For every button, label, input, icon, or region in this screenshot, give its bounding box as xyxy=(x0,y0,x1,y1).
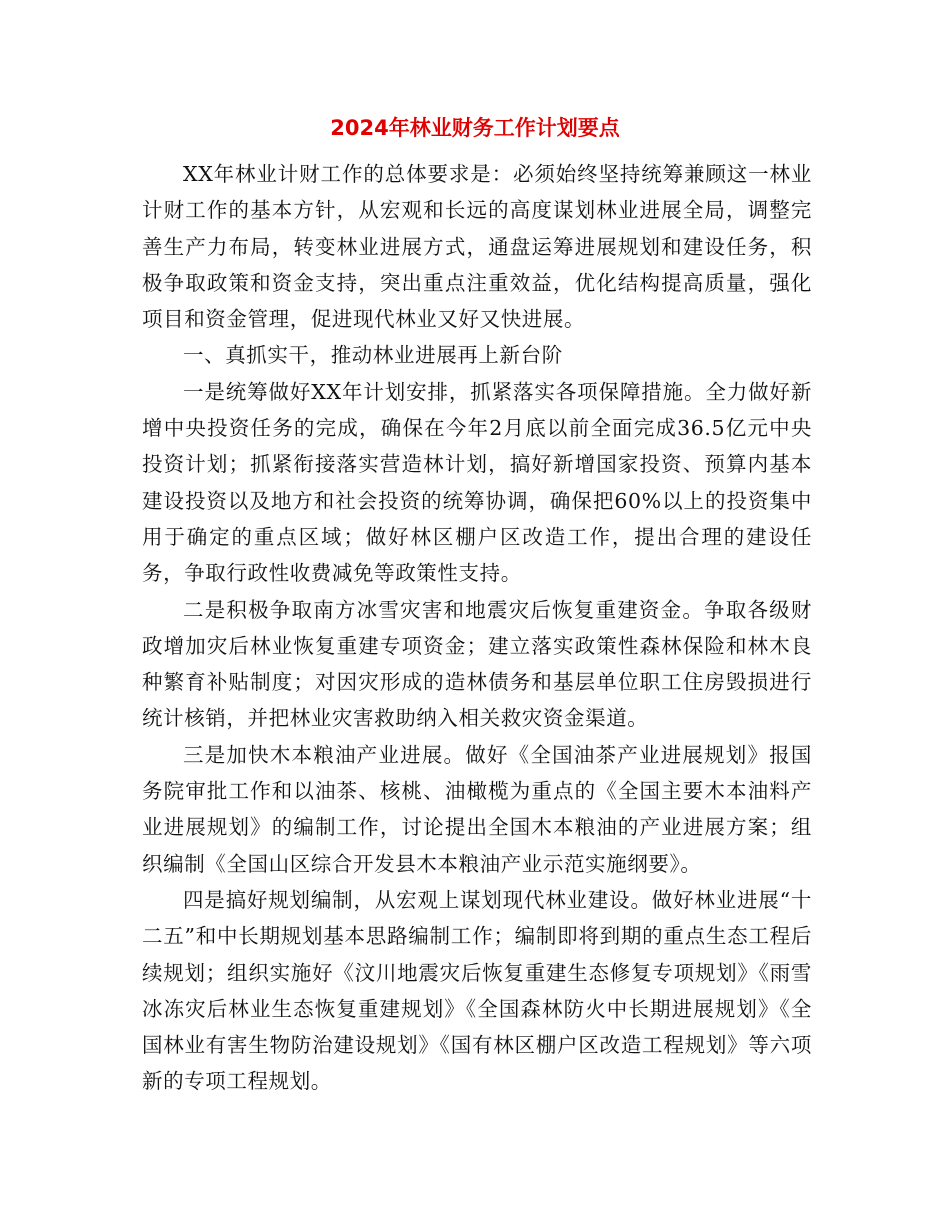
document-body xyxy=(142,156,812,1100)
section-heading-1: 一、真抓实干，推动林业进展再上新台阶 xyxy=(183,343,563,368)
paragraph-item-1: 一是统筹做好XX年计划安排，抓紧落实各项保障措施。全力做好新增中央投资任务的完成，确保在今年2月底以前全面完成36.5亿元中央投资计划；抓紧衔接落实营造林计划，搞好新增国家投资、预算内基本建设投资以及地方和社会投资的统筹协调，确保把60%以上的投资集中用于确定的重点区域；做好林区棚户区改造工作，提出合理的建设任务，争取行政性收费减免等政策性支持。 xyxy=(142,379,812,586)
paragraph-item-2: 二是积极争取南方冰雪灾害和地震灾后恢复重建资金。争取各级财政增加灾后林业恢复重建专项资金；建立落实政策性森林保险和林木良种繁育补贴制度；对因灾形成的造林债务和基层单位职工住房毁损进行统计核销，并把林业灾害救助纳入相关救灾资金渠道。 xyxy=(142,597,812,731)
document-title: 2024年林业财务工作计划要点 xyxy=(330,116,620,140)
paragraph-overview: XX年林业计财工作的总体要求是：必须始终坚持统筹兼顾这一林业计财工作的基本方针，从宏观和长远的高度谋划林业进展全局，调整完善生产力布局，转变林业进展方式，通盘运筹进展规划和建设任务，积极争取政策和资金支持，突出重点注重效益，优化结构提高质量，强化项目和资金管理，促进现代林业又好又快进展。 xyxy=(142,162,812,332)
paragraph-item-3: 三是加快木本粮油产业进展。做好《全国油茶产业进展规划》报国务院审批工作和以油茶、核桃、油橄榄为重点的《全国主要木本油料产业进展规划》的编制工作，讨论提出全国木本粮油的产业进展方案；组织编制《全国山区综合开发县木本粮油产业示范实施纲要》。 xyxy=(142,742,812,876)
paragraph-item-4: 四是搞好规划编制，从宏观上谋划现代林业建设。做好林业进展“十二五”和中长期规划基本思路编制工作；编制即将到期的重点生态工程后续规划；组织实施好《汶川地震灾后恢复重建生态修复专项规划》《雨雪冰冻灾后林业生态恢复重建规划》《全国森林防火中长期进展规划》《全国林业有害生物防治建设规划》《国有林区棚户区改造工程规划》等六项新的专项工程规划。 xyxy=(142,887,812,1094)
